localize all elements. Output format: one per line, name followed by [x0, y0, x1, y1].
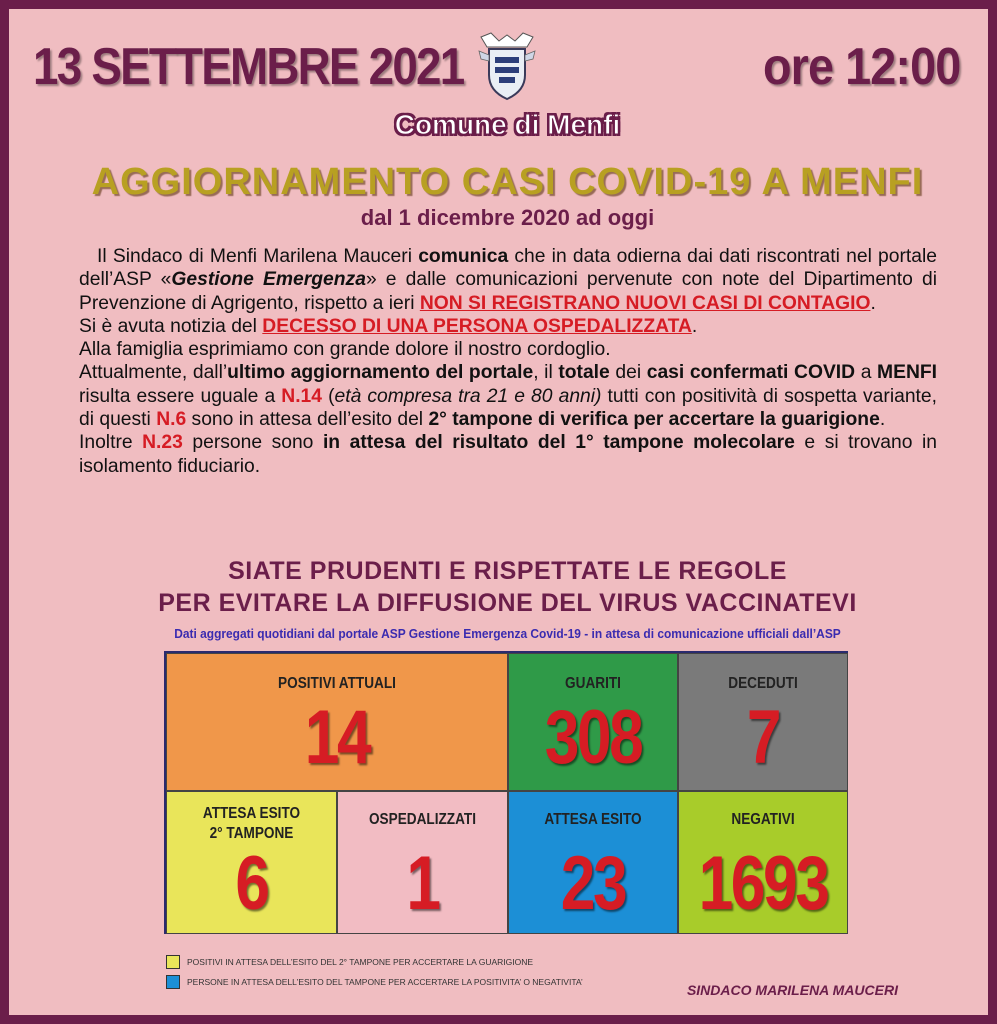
stat-label: ATTESA ESITO	[544, 811, 642, 828]
paragraph-5: Inoltre N.23 persone sono in attesa del risultato del 1° tampone molecolare e si trovano in isolamento fiduciario.	[79, 432, 937, 477]
stat-ospedalizzati	[337, 791, 508, 934]
stat-deceduti	[678, 653, 848, 791]
paragraph-2: Si è avuta notizia del DECESSO DI UNA PERSONA OSPEDALIZZATA.	[79, 315, 698, 337]
legend-yellow-swatch	[166, 955, 180, 969]
stat-label: NEGATIVI	[731, 811, 795, 828]
date-heading: 13 SETTEMBRE 2021	[33, 38, 464, 96]
data-source-note: Dati aggregati quotidiani dal portale ASP Gestione Emergenza Covid-19 - in attesa di comunicazione ufficiali dall’ASP	[174, 626, 841, 641]
stat-value: 1	[406, 841, 439, 926]
stat-value: 308	[544, 695, 642, 780]
legend-blue-swatch	[166, 975, 180, 989]
stat-value: 7	[746, 695, 780, 780]
stat-positivi-attuali	[166, 653, 508, 791]
stat-attesa-esito-2-tampone	[166, 791, 337, 934]
paragraph-4: Attualmente, dall’ultimo aggiornamento del portale, il totale dei casi confermati COVID a MENFI risulta essere uguale a N.14 (età compresa tra 21 e 80 anni) tutti con positività di sospetta variante, di questi N.6 sono in attesa dell’esito del 2° tampone di verifica per accertare la guarigione.	[79, 362, 938, 431]
time-heading: ore 12:00	[762, 38, 960, 96]
announcement-body	[79, 245, 937, 478]
stat-label: OSPEDALIZZATI	[368, 811, 477, 828]
municipality-name: Comune di Menfi	[394, 109, 621, 140]
slogan-line-2: PER EVITARE LA DIFFUSIONE DEL VIRUS VACCINATEVI	[158, 589, 857, 617]
stat-label: DECEDUTI	[728, 675, 798, 692]
slogan	[9, 555, 997, 619]
stat-label: GUARITI	[565, 675, 621, 692]
stat-label: POSITIVI ATTUALI	[278, 675, 396, 692]
stat-value: 14	[304, 695, 370, 780]
legend-yellow-text: POSITIVI IN ATTESA DELL’ESITO DEL 2° TAMPONE PER ACCERTARE LA GUARIGIONE	[187, 957, 534, 967]
stat-label-line-2: 2° TAMPONE	[209, 825, 294, 842]
legend-blue-text: PERSONE IN ATTESA DELL’ESITO DEL TAMPONE PER ACCERTARE LA POSITIVITA’ O NEGATIVITA’	[187, 977, 583, 987]
stat-value: 6	[235, 841, 268, 926]
stat-attesa-esito	[508, 791, 678, 934]
municipal-crest-icon	[477, 31, 537, 103]
slogan-line-1: SIATE PRUDENTI E RISPETTATE LE REGOLE	[228, 557, 787, 585]
paragraph-3: Alla famiglia esprimiamo con grande dolore il nostro cordoglio.	[79, 339, 611, 361]
stat-negativi	[678, 791, 848, 934]
stat-value: 23	[560, 841, 626, 926]
signature: SINDACO MARILENA MAUCERI	[686, 982, 898, 998]
stat-label-line-1: ATTESA ESITO	[202, 805, 301, 822]
paragraph-1: Il Sindaco di Menfi Marilena Mauceri comunica che in data odierna dai dati riscontrati nel portale dell’ASP «Gestione Emergenza» e dalle comunicazioni pervenute con note del Dipartimento di Prevenzione di Agrigento, rispetto a ieri NON SI REGISTRANO NUOVI CASI DI CONTAGIO.	[79, 246, 938, 314]
stat-value: 1693	[698, 841, 828, 926]
headline: AGGIORNAMENTO CASI COVID-19 A MENFI	[91, 161, 924, 203]
stat-guariti	[508, 653, 678, 791]
stats-grid	[164, 651, 848, 934]
subheadline: dal 1 dicembre 2020 ad oggi	[360, 205, 655, 230]
